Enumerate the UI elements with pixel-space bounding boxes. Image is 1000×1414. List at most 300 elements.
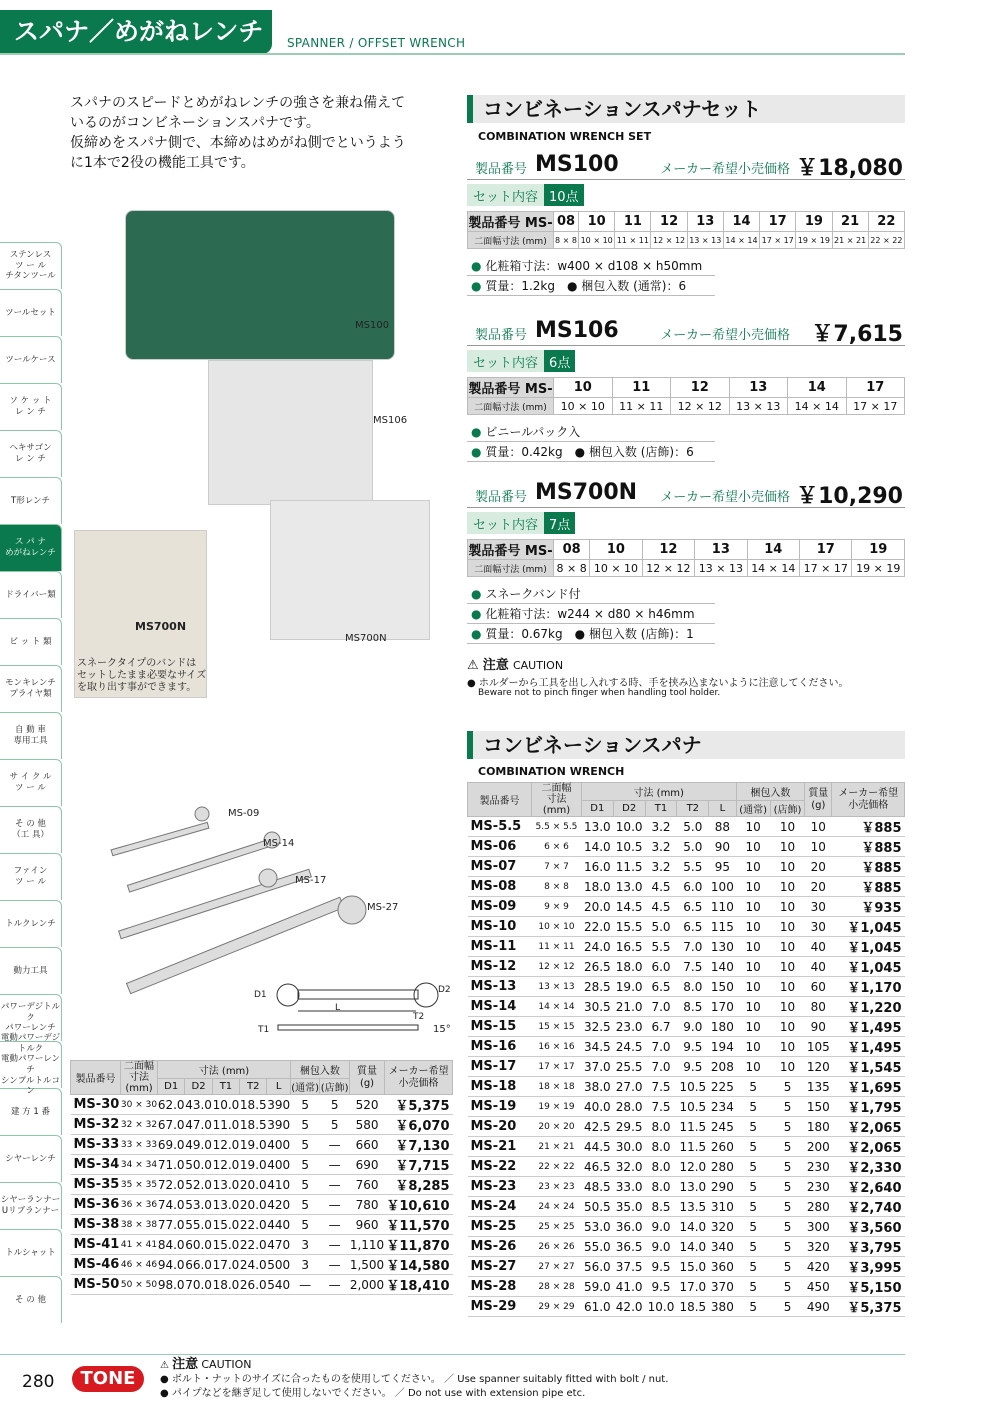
table-cell: 5 [770,1197,804,1217]
table-cell: 5 [736,1157,770,1177]
table-cell: ￥2,640 [832,1177,905,1197]
table-cell: 10 [736,897,770,917]
table-row [468,1277,905,1297]
table-cell: 5.5 [645,937,677,957]
sidebar-item[interactable]: 建 方 1 番 [0,1088,62,1135]
table-cell: 14.5 [613,897,645,917]
table-cell: 5.5 × 5.5 [532,817,582,837]
table-cell: 26.5 [581,957,613,977]
table-cell: 9 × 9 [532,897,582,917]
table-cell: 50.5 [581,1197,613,1217]
note-label: 化粧箱寸法： [485,607,558,621]
note-value: 0.67kg ● 梱包入数 (店飾)：1 [521,627,694,641]
sidebar-item[interactable]: トルシャット [0,1229,62,1276]
table-cell: 22.0 [240,1215,267,1235]
size-number: 12 [642,540,694,560]
table-cell: 11.5 [677,1117,709,1137]
table-cell: 36.5 [613,1237,645,1257]
sidebar-item[interactable]: ツールケース [0,336,62,383]
sidebar-item[interactable]: T形レンチ [0,477,62,524]
table-cell: 10.5 [677,1097,709,1117]
product-number-label: 製品番号 [475,162,528,177]
table-cell: 46.5 [581,1157,613,1177]
table-cell: 18.5 [240,1115,267,1135]
table-cell: 150 [805,1097,832,1117]
table-cell: 50.0 [185,1155,212,1175]
table-cell: 10 [736,837,770,857]
size-number: 19 [852,540,905,560]
table-cell: 22 × 22 [532,1157,582,1177]
set-note: ● スネークバンド付 [467,585,715,604]
set-section-subtitle: COMBINATION WRENCH SET [478,130,652,143]
col-d2: D2 [613,801,645,817]
product-code: MS100 [535,152,619,177]
table-cell: 520 [349,1095,384,1115]
note-label: 質量： [485,627,522,641]
sidebar-item[interactable]: パワーデジトルク パワーレンチ [0,994,62,1041]
table-cell: 13.0 [613,877,645,897]
size-dim: 11 × 11 [615,232,651,249]
size-number: 08 [554,212,579,232]
table-cell: 4.5 [645,897,677,917]
table-cell: 21.0 [613,997,645,1017]
table-cell: 10.0 [613,817,645,837]
table-cell: ￥7,130 [385,1135,453,1155]
table-cell: 59.0 [581,1277,613,1297]
table-cell: 67.0 [158,1115,185,1135]
table-cell: — [320,1135,350,1155]
table-cell: 35.0 [613,1197,645,1217]
size-number: 12 [651,212,687,232]
col-shop: (店飾) [320,1079,350,1095]
table-cell: 1,500 [349,1255,384,1275]
ms-label: 製品番号 MS- [468,540,554,560]
table-cell: 40 [805,937,832,957]
table-row [468,1077,905,1097]
sidebar-item[interactable]: トルク 電動パワーレンチ シンプルトルコ [0,1041,62,1088]
table-cell: 13.0 [581,817,613,837]
size-number: 12 [671,378,730,398]
note-value: ビニールパック入 [485,425,581,439]
table-cell: 17 × 17 [532,1057,582,1077]
table-cell: 72.0 [158,1175,185,1195]
table-cell: 77.0 [158,1215,185,1235]
table-cell: ￥18,410 [385,1275,453,1295]
table-cell: MS-19 [468,1097,532,1117]
col-d1: D1 [581,801,613,817]
table-cell: 470 [267,1235,290,1255]
size-dim: 14 × 14 [747,560,799,577]
table-cell: 10 [770,997,804,1017]
size-number: 13 [687,212,723,232]
table-cell: ￥5,150 [832,1277,905,1297]
warning-icon: ⚠ [160,1360,169,1371]
set-contents-row [467,512,575,534]
table-cell: 20 [805,857,832,877]
table-cell: 20 [805,877,832,897]
table-cell: 10.0 [212,1095,239,1115]
set-contents-label: セット内容 [467,184,544,206]
sidebar-item[interactable]: そ の 他 （工 具） [0,806,62,853]
note-label: 質量： [485,279,522,293]
ms09-caption: MS-09 [228,808,260,819]
product-code: MS106 [535,318,619,343]
table-cell: 30.5 [581,997,613,1017]
table-row [468,1117,905,1137]
table-cell: 400 [267,1135,290,1155]
size-dim: 13 × 13 [695,560,747,577]
table-cell: MS-41 [71,1235,121,1255]
table-cell: 6.0 [677,877,709,897]
table-cell: 380 [709,1297,736,1317]
table-row [468,1197,905,1217]
table-cell: 7.0 [677,937,709,957]
table-cell: 66.0 [185,1255,212,1275]
table-cell: 10 [770,857,804,877]
table-cell: 5.5 [677,857,709,877]
table-cell: 5 [290,1195,320,1215]
table-cell: 135 [805,1077,832,1097]
sidebar-item[interactable]: そ の 他 [0,1276,62,1323]
table-cell: 7.0 [645,997,677,1017]
table-row [468,1177,905,1197]
size-dim: 14 × 14 [723,232,759,249]
table-cell: MS-17 [468,1057,532,1077]
size-number: 13 [695,540,747,560]
table-cell: 17.0 [677,1277,709,1297]
table-cell: 234 [709,1097,736,1117]
table-cell: 180 [805,1117,832,1137]
table-row [71,1235,453,1255]
table-cell: 5 [770,1277,804,1297]
table-cell: 48.5 [581,1177,613,1197]
table-cell: 960 [349,1215,384,1235]
table-cell: MS-20 [468,1117,532,1137]
table-cell: 194 [709,1037,736,1057]
size-dim: 19 × 19 [796,232,832,249]
col-mass: 質量 (g) [805,783,832,817]
dim-label: 二面幅寸法 (mm) [468,232,554,249]
table-cell: 34 × 34 [120,1155,157,1175]
col-l: L [267,1079,290,1095]
table-cell: — [320,1175,350,1195]
table-cell: 420 [805,1257,832,1277]
dim-l: L [335,1003,341,1013]
table-cell: 7.5 [645,1097,677,1117]
table-cell: 540 [267,1275,290,1295]
table-cell: ￥3,795 [832,1237,905,1257]
table-cell: 11.5 [677,1137,709,1157]
table-cell: 24.5 [613,1037,645,1057]
table-cell: 200 [805,1137,832,1157]
table-cell: MS-08 [468,877,532,897]
table-cell: 23.0 [613,1017,645,1037]
table-cell: 70.0 [185,1275,212,1295]
set-count: 6点 [544,350,575,372]
table-cell: 56.0 [581,1257,613,1277]
product-price: ￥7,615 [811,322,903,347]
product-code: MS700N [535,480,638,505]
table-cell: 46 × 46 [120,1255,157,1275]
table-cell: 440 [267,1215,290,1235]
table-cell: 36 × 36 [120,1195,157,1215]
table-cell: 27.0 [613,1077,645,1097]
dimension-diagram [250,975,460,1040]
table-cell: 16.0 [581,857,613,877]
table-cell: 35 × 35 [120,1175,157,1195]
table-cell: 12 × 12 [532,957,582,977]
size-dim: 12 × 12 [651,232,687,249]
sidebar-item[interactable]: ステンレス ツ ー ル チタンツール [0,242,62,289]
table-cell: 13.5 [677,1197,709,1217]
table-cell: MS-29 [468,1297,532,1317]
table-cell: 9.5 [677,1057,709,1077]
sidebar-item[interactable]: シヤーランナー Uリブランナー [0,1182,62,1229]
table-cell: MS-26 [468,1237,532,1257]
table-cell: 9.0 [645,1217,677,1237]
table-row [468,917,905,937]
col-code: 製品番号 [71,1061,121,1095]
table-cell: 28.0 [613,1097,645,1117]
table-cell: 5 [770,1177,804,1197]
table-cell: MS-12 [468,957,532,977]
note-value: w244 × d80 × h46mm [557,607,695,621]
price-label: メーカー希望小売価格 [660,162,790,177]
table-cell: 38.0 [581,1077,613,1097]
table-cell: 5 [736,1217,770,1237]
col-price: メーカー希望 小売価格 [832,783,905,817]
table-row [71,1095,453,1115]
table-cell: 7.5 [677,957,709,977]
sidebar-item[interactable]: ビ ッ ト 類 [0,618,62,665]
table-cell: 6.5 [677,917,709,937]
col-size: 二面幅 寸法 (mm) [120,1061,157,1095]
table-cell: 20.0 [240,1195,267,1215]
table-cell: 29.5 [613,1117,645,1137]
table-cell: 3.2 [645,837,677,857]
table-cell: 28.5 [581,977,613,997]
table-cell: 15.0 [212,1235,239,1255]
table-cell: 5 [736,1177,770,1197]
table-cell: 170 [709,997,736,1017]
size-dim: 10 × 10 [554,398,613,415]
table-cell: 6 × 6 [532,837,582,857]
table-cell: 95 [709,857,736,877]
warning-icon: ⚠ [467,658,479,673]
sidebar-item[interactable]: ヘキサゴン レ ン チ [0,430,62,477]
table-cell: 33 × 33 [120,1135,157,1155]
col-t2: T2 [677,801,709,817]
table-cell: MS-34 [71,1155,121,1175]
table-cell: 30 [805,897,832,917]
table-row [468,1157,905,1177]
table-cell: MS-10 [468,917,532,937]
table-cell: 5 [770,1257,804,1277]
table-cell: 10 [736,1017,770,1037]
table-cell: 490 [805,1297,832,1317]
table-row [468,857,905,877]
dim-d1: D1 [254,990,267,1000]
category-sidebar [0,242,62,1323]
sidebar-item[interactable]: ス パ ナ めがねレンチ [0,524,62,571]
table-row [468,1237,905,1257]
table-cell: 94.0 [158,1255,185,1275]
size-number: 21 [832,212,868,232]
table-cell: ￥1,045 [832,957,905,977]
table-cell: 7.5 [645,1077,677,1097]
table-cell: 10 [770,1037,804,1057]
size-dim: 8 × 8 [554,560,590,577]
table-cell: 1,110 [349,1235,384,1255]
size-dim: 13 × 13 [729,398,788,415]
table-cell: 10.5 [613,837,645,857]
table-cell: 15.5 [613,917,645,937]
table-cell: MS-23 [468,1177,532,1197]
sidebar-item[interactable]: 自 動 車 専用工具 [0,712,62,759]
table-row [71,1135,453,1155]
size-number: 22 [868,212,904,232]
table-cell: 10 [770,937,804,957]
table-cell: 10 [736,817,770,837]
table-cell: 10 [736,917,770,937]
table-cell: 9.5 [645,1277,677,1297]
table-cell: MS-28 [468,1277,532,1297]
table-cell: 90 [805,1017,832,1037]
table-cell: 7.0 [645,1037,677,1057]
table-cell: MS-50 [71,1275,121,1295]
table-cell: 55.0 [581,1237,613,1257]
table-cell: 74.0 [158,1195,185,1215]
size-number: 11 [615,212,651,232]
table-cell: 6.5 [645,977,677,997]
table-cell: 320 [805,1237,832,1257]
table-cell: 105 [805,1037,832,1057]
note-value: w400 × d108 × h50mm [557,259,703,273]
sidebar-item[interactable]: ファイン ツ ー ル [0,853,62,900]
table-cell: 390 [267,1095,290,1115]
table-cell: 10 [770,837,804,857]
table-cell: MS-22 [468,1157,532,1177]
table-cell: 10 [770,977,804,997]
table-cell: 760 [349,1175,384,1195]
table-cell: — [320,1235,350,1255]
col-d1: D1 [158,1079,185,1095]
col-normal: (通常) [290,1079,320,1095]
table-cell: ￥1,545 [832,1057,905,1077]
table-cell: MS-13 [468,977,532,997]
table-cell: 44.5 [581,1137,613,1157]
table-cell: MS-36 [71,1195,121,1215]
table-cell: 53.0 [185,1195,212,1215]
table-row [468,1217,905,1237]
table-cell: 22.0 [581,917,613,937]
table-cell: ￥11,570 [385,1215,453,1235]
table-cell: MS-09 [468,897,532,917]
table-cell: 260 [709,1137,736,1157]
col-t1: T1 [645,801,677,817]
table-cell: MS-5.5 [468,817,532,837]
sidebar-item[interactable]: シヤーレンチ [0,1135,62,1182]
header-rule [0,53,905,55]
table-cell: 12.0 [677,1157,709,1177]
dim-t2: T2 [413,1012,425,1022]
table-cell: 15 × 15 [532,1017,582,1037]
size-number: 08 [554,540,590,560]
product-number-label: 製品番号 [475,490,528,505]
table-row [71,1215,453,1235]
table-cell: 49.0 [185,1135,212,1155]
set-note: ● ビニールパック入 [467,423,715,442]
ms-label: 製品番号 MS- [468,212,554,232]
table-cell: 4.5 [645,877,677,897]
size-number: 17 [760,212,796,232]
sidebar-item[interactable]: トルクレンチ [0,900,62,947]
table-cell: 5 [770,1157,804,1177]
sidebar-item[interactable]: ドライバー類 [0,571,62,618]
table-cell: 52.0 [185,1175,212,1195]
table-cell: 5 [736,1077,770,1097]
table-row [468,817,905,837]
ms-label: 製品番号 MS- [468,378,554,398]
table-cell: 18.0 [581,877,613,897]
table-cell: 10 × 10 [532,917,582,937]
table-cell: 370 [709,1277,736,1297]
table-cell: 8.0 [645,1137,677,1157]
dim-t1: T1 [258,1025,270,1035]
table-cell: 47.0 [185,1115,212,1135]
col-dims: 寸法 (mm) [158,1061,291,1079]
table-cell: 10 [770,877,804,897]
sidebar-item[interactable]: ソ ケ ッ ト レ ン チ [0,383,62,430]
ms14-caption: MS-14 [263,838,295,849]
table-cell: 24.0 [240,1255,267,1275]
size-number: 13 [729,378,788,398]
table-cell: 660 [349,1135,384,1155]
table-cell: 5 [770,1097,804,1117]
sidebar-item[interactable]: サ イ ク ル ツ ー ル [0,759,62,806]
table-cell: 36.0 [613,1217,645,1237]
table-cell: 13.0 [212,1175,239,1195]
table-cell: 7 × 7 [532,857,582,877]
table-cell: 8.0 [677,977,709,997]
table-cell: ￥1,045 [832,917,905,937]
sidebar-item[interactable]: 動力工具 [0,947,62,994]
table-cell: MS-30 [71,1095,121,1115]
table-cell: 19 × 19 [532,1097,582,1117]
table-cell: 5 [736,1237,770,1257]
table-cell: 32.5 [581,1017,613,1037]
table-row [71,1155,453,1175]
table-cell: 5 [290,1135,320,1155]
table-cell: MS-18 [468,1077,532,1097]
table-cell: 400 [267,1155,290,1175]
table-cell: 12.0 [212,1135,239,1155]
ms27-caption: MS-27 [367,902,399,913]
set-note: ● 化粧箱寸法：w244 × d80 × h46mm [467,605,715,624]
size-dim: 10 × 10 [590,560,642,577]
table-cell: 6.5 [677,897,709,917]
table-cell: 3.2 [645,817,677,837]
table-cell: ￥885 [832,857,905,877]
table-cell: MS-11 [468,937,532,957]
col-size: 二面幅 寸法 (mm) [532,783,582,817]
caution-en-text: Beware not to pinch finger when handling tool holder. [478,688,721,698]
sidebar-item[interactable]: モンキレンチ プライヤ類 [0,665,62,712]
table-cell: 5 [290,1115,320,1135]
sidebar-item[interactable]: ツールセット [0,289,62,336]
table-cell: 9.0 [645,1237,677,1257]
table-cell: 5 [770,1077,804,1097]
